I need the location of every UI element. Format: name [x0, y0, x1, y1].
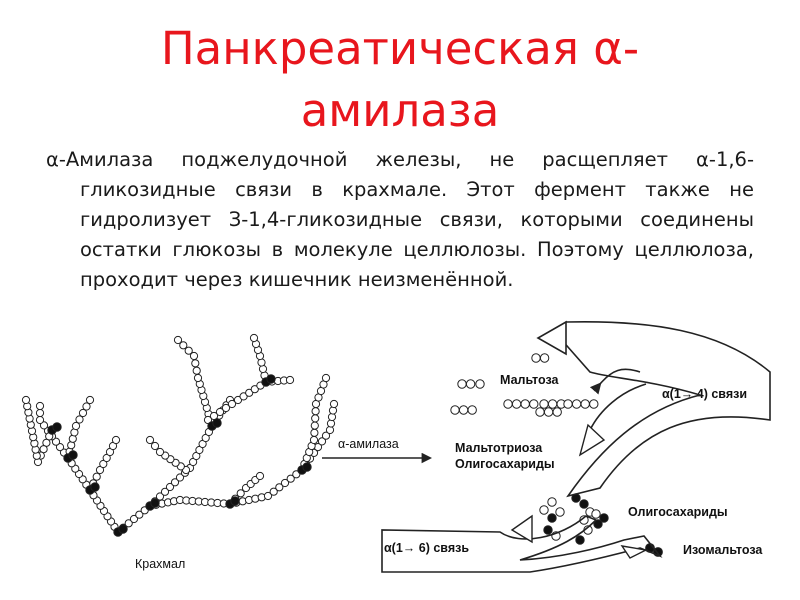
glucose-unit: [311, 422, 318, 429]
branch-point: [231, 497, 239, 505]
oligo-unit: [544, 526, 552, 534]
glucose-unit: [256, 472, 263, 479]
glucose-unit: [329, 407, 336, 414]
glucose-unit: [312, 408, 319, 415]
branch-point: [69, 451, 77, 459]
glucose-unit: [250, 334, 257, 341]
glucose-unit: [590, 400, 598, 408]
oligosaccharides-label: Олигосахариды: [455, 457, 555, 471]
glucose-unit: [544, 408, 552, 416]
maltotriose-label: Мальтотриоза: [455, 441, 543, 455]
title-line-1: Панкреатическая α-: [160, 22, 640, 75]
branch-point: [53, 423, 61, 431]
glucose-unit: [564, 400, 572, 408]
enzyme-label: α-амилаза: [338, 437, 399, 451]
glucose-unit: [328, 413, 335, 420]
branch-point: [213, 419, 221, 427]
glucose-unit: [312, 415, 319, 422]
oligo-unit: [548, 498, 556, 506]
alpha-1-4-label: α(1→ 4) связи: [662, 387, 748, 401]
glucose-unit: [174, 336, 181, 343]
glucose-unit: [36, 409, 43, 416]
arrowhead-to-oligo: [580, 425, 604, 455]
oligo-unit: [540, 506, 548, 514]
maltose-unit: [540, 354, 548, 362]
glucose-unit: [259, 365, 266, 372]
branch-point: [267, 375, 275, 383]
oligo-unit: [580, 500, 588, 508]
title-line-2: амилаза: [300, 84, 500, 137]
glucose-unit: [146, 436, 153, 443]
glucose-unit: [258, 359, 265, 366]
maltose-label: Мальтоза: [500, 373, 559, 387]
alpha-1-6-label: α(1→ 6) связь: [384, 541, 470, 555]
glucose-unit: [521, 400, 529, 408]
glucose-unit: [192, 360, 199, 367]
maltose-unit: [466, 380, 474, 388]
branch-point: [303, 463, 311, 471]
glucose-unit: [459, 406, 467, 414]
branch-point: [91, 483, 99, 491]
oligo-unit: [576, 536, 584, 544]
glucose-unit: [504, 400, 512, 408]
glucose-unit: [93, 473, 100, 480]
glucose-unit: [327, 420, 334, 427]
glucose-unit: [512, 400, 520, 408]
glucose-unit: [540, 400, 548, 408]
glucose-unit: [451, 406, 459, 414]
glucose-unit: [36, 402, 43, 409]
glucose-unit: [468, 406, 476, 414]
arrowhead-to-isomaltose: [622, 546, 646, 558]
glucose-unit: [553, 408, 561, 416]
glucose-unit: [311, 429, 318, 436]
glucose-unit: [572, 400, 580, 408]
glucose-unit: [530, 400, 538, 408]
oligo-unit: [600, 514, 608, 522]
glucose-unit: [548, 400, 556, 408]
glucose-unit: [193, 367, 200, 374]
oligo-unit: [556, 508, 564, 516]
arrow-to-maltose: [600, 369, 640, 384]
branch-point: [119, 525, 127, 533]
starch-label: Крахмал: [135, 557, 186, 571]
starch-molecule: [22, 334, 337, 536]
oligo-unit: [548, 514, 556, 522]
arrowhead-to-top: [538, 322, 566, 354]
maltose-unit: [532, 354, 540, 362]
branch-point: [151, 499, 159, 507]
alpha-1-4-flow-arrow: [560, 322, 770, 496]
glucose-unit: [536, 408, 544, 416]
maltose-unit: [458, 380, 466, 388]
maltose-unit: [476, 380, 484, 388]
glucose-unit: [86, 396, 93, 403]
glucose-unit: [286, 376, 293, 383]
oligo-unit: [592, 510, 600, 518]
glucose-unit: [36, 416, 43, 423]
isomaltose-label: Изомальтоза: [683, 543, 763, 557]
glucose-unit: [151, 442, 158, 449]
glucose-unit: [22, 396, 29, 403]
glucose-unit: [194, 374, 201, 381]
glucose-unit: [310, 436, 317, 443]
body-paragraph: α-Амилаза поджелудочной железы, не расщепляет α-1,6-гликозидные связи в крахмале. Этот фермент также не гидролизует З-1,4-гликозидные связи, которыми соединены остатки глюкозы в молекуле целлюлозы. Поэтому целлюлоза, проходит через кишечник неизменённой.: [46, 148, 754, 291]
glucose-unit: [326, 426, 333, 433]
glucose-unit: [330, 400, 337, 407]
glucose-unit: [581, 400, 589, 408]
glucose-unit: [156, 448, 163, 455]
oligosaccharides-label-right: Олигосахариды: [628, 505, 728, 519]
glucose-unit: [322, 374, 329, 381]
glucose-unit: [112, 436, 119, 443]
